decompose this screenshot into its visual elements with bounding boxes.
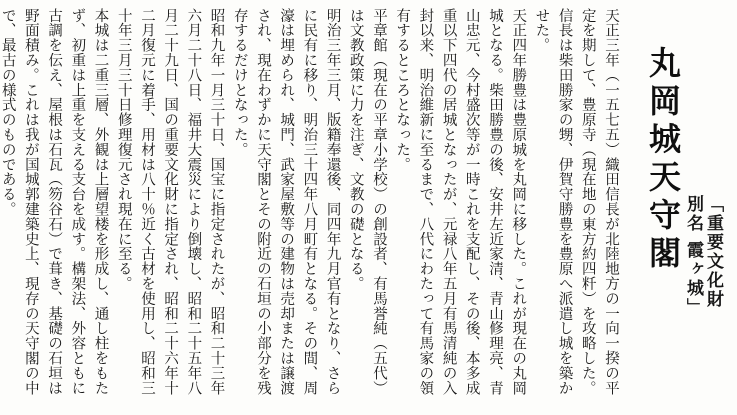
subtitle-alias: 別名 霞ヶ城」 <box>683 195 703 317</box>
paragraph-meiji: 明治三年三月、版籍奉還後、同四年九月官有となり、さらに民有に移り、明治三十四年八月町有となる。その間、周濠は埋められ、城門、武家屋敷等の建物は売却または譲渡され、現在わずかに天守閣とその附近の石垣の小部分を残存するだけとなった。 <box>231 8 341 396</box>
paragraph-showa: 昭和九年一月三十日、国宝に指定されたが、昭和二十三年六月二十八日、福井大震災により倒壊し、昭和二十五年八月二十九日、国の重要文化財に指定され、昭和二十六年十二月復元に着手、用材は八十％近く古材を使用し、昭和三十年三月三十日修理復元され現在に至る。 <box>115 8 225 396</box>
page-title: 丸岡城天守閣 <box>644 46 682 274</box>
paragraph-architecture: 本城は二重三層、外観は上層望楼を形成し、通し柱をもたず、初重は上重を支える支台を成す。構架法、外容ともに古調を伝え、屋根は石瓦（笏谷石）で葺き、基礎の石垣は野面積み。これは我が国城郭建築史上、現存の天守閣の中で、最古の様式のものである。 <box>0 8 109 396</box>
subtitle <box>683 195 723 395</box>
paragraph-school: 平章館（現在の平章小学校）の創設者、有馬誉純（五代）は文教政策に力を注ぎ、文教の礎となる。 <box>347 8 387 396</box>
history-text <box>0 8 622 408</box>
paragraph-lords: 天正四年勝豊は豊原城を丸岡に移した。これが現在の丸岡城となる。柴田勝豊の後、安井左近家清、青山修理亮、青山忠元、今村盛次等が一時これを支配し、その後、本多成重以下四代の居城となったが、元禄八年五月有馬清純の入封以来、明治維新に至るまで、八代にわたって有馬家の領有するところとなった。 <box>394 8 527 396</box>
subtitle-designation: 「重要文化財 <box>703 195 723 309</box>
paragraph-founding: 天正三年（一五七五）織田信長が北陸地方の一向一揆の平定を期して、豊原寺（現在地の東方約四粁）を攻略した。信長は柴田勝家の甥、伊賀守勝豊を豊原へ派遣し城を築かせた。 <box>533 8 619 396</box>
